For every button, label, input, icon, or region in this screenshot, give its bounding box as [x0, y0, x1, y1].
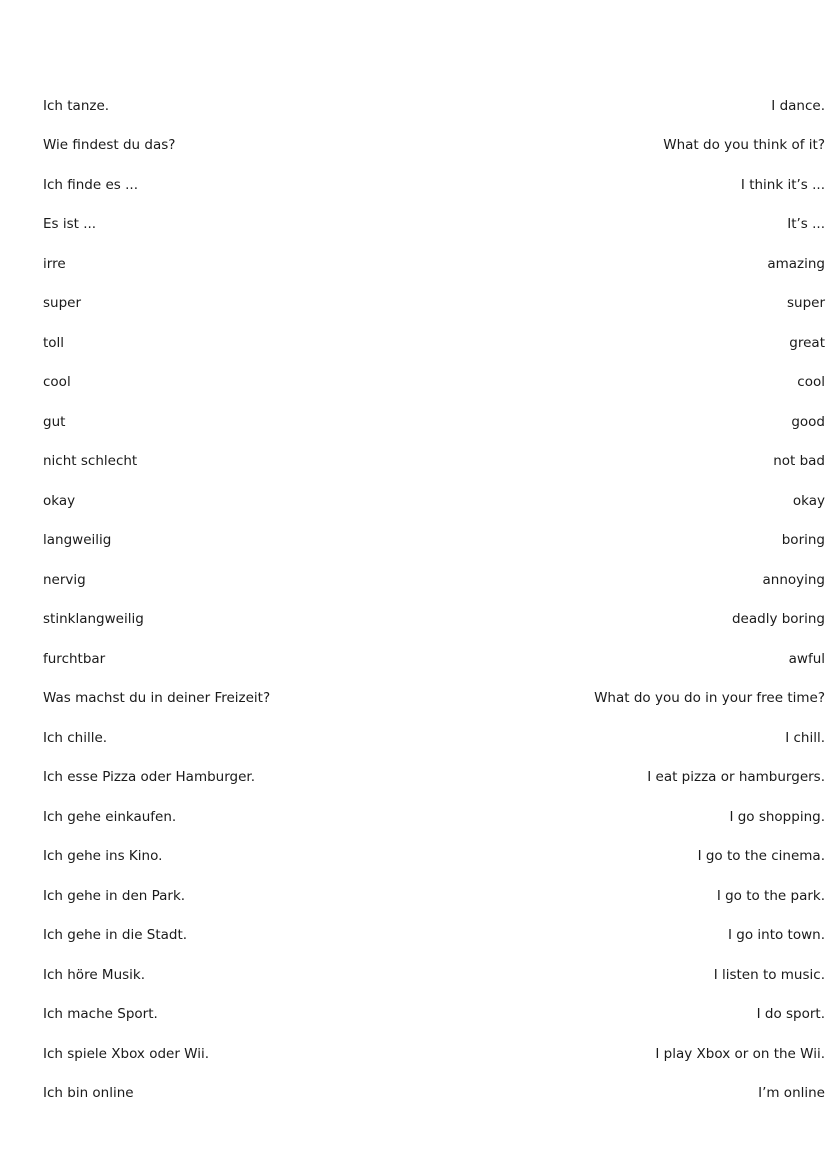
german-phrase: Ich tanze. [43, 97, 110, 114]
german-phrase: Was machst du in deiner Freizeit? [43, 690, 271, 707]
german-phrase: Ich esse Pizza oder Hamburger. [43, 769, 256, 786]
english-translation: good [791, 413, 825, 430]
vocab-row [43, 244, 825, 284]
english-translation: great [789, 334, 825, 351]
english-translation: I go to the park. [716, 887, 825, 904]
english-translation: I think it’s ... [740, 176, 825, 193]
vocab-row [43, 165, 825, 205]
vocab-row [43, 363, 825, 403]
english-translation: I go shopping. [729, 808, 825, 825]
german-phrase: furchtbar [43, 650, 106, 667]
english-translation: awful [788, 650, 825, 667]
vocab-row [43, 86, 825, 126]
english-translation: boring [781, 532, 825, 549]
german-phrase: Ich gehe in den Park. [43, 887, 186, 904]
vocab-row [43, 600, 825, 640]
vocab-row [43, 481, 825, 521]
german-phrase: langweilig [43, 532, 112, 549]
vocab-row [43, 955, 825, 995]
english-translation: amazing [767, 255, 825, 272]
vocab-row [43, 1074, 825, 1114]
german-phrase: Ich mache Sport. [43, 1006, 158, 1023]
vocab-row [43, 205, 825, 245]
vocab-row [43, 639, 825, 679]
vocab-row [43, 679, 825, 719]
english-translation: not bad [773, 453, 825, 470]
german-phrase: Ich bin online [43, 1085, 134, 1102]
english-translation: I play Xbox or on the Wii. [655, 1045, 825, 1062]
english-translation: I’m online [758, 1085, 825, 1102]
vocab-row [43, 876, 825, 916]
english-translation: What do you do in your free time? [594, 690, 825, 707]
german-phrase: super [43, 295, 82, 312]
german-phrase: Ich finde es ... [43, 176, 138, 193]
vocab-row [43, 521, 825, 561]
english-translation: What do you think of it? [663, 137, 825, 154]
vocab-row [43, 758, 825, 798]
german-phrase: Es ist ... [43, 216, 97, 233]
german-phrase: Ich gehe in die Stadt. [43, 927, 188, 944]
german-phrase: irre [43, 255, 66, 272]
german-phrase: gut [43, 413, 66, 430]
vocabulary-list [43, 86, 825, 1113]
german-phrase: toll [43, 334, 65, 351]
vocab-row [43, 442, 825, 482]
english-translation: I dance. [771, 97, 825, 114]
english-translation: I chill. [785, 729, 825, 746]
german-phrase: nicht schlecht [43, 453, 138, 470]
german-phrase: stinklangweilig [43, 611, 144, 628]
german-phrase: Ich gehe einkaufen. [43, 808, 177, 825]
german-phrase: cool [43, 374, 71, 391]
vocab-row [43, 837, 825, 877]
english-translation: I go into town. [728, 927, 825, 944]
english-translation: I listen to music. [713, 966, 825, 983]
vocab-row [43, 323, 825, 363]
english-translation: I go to the cinema. [697, 848, 825, 865]
english-translation: deadly boring [731, 611, 825, 628]
vocab-row [43, 797, 825, 837]
english-translation: cool [797, 374, 825, 391]
german-phrase: Wie findest du das? [43, 137, 176, 154]
german-phrase: Ich chille. [43, 729, 108, 746]
english-translation: I do sport. [756, 1006, 825, 1023]
german-phrase: Ich spiele Xbox oder Wii. [43, 1045, 210, 1062]
vocab-row [43, 560, 825, 600]
vocab-row [43, 995, 825, 1035]
english-translation: I eat pizza or hamburgers. [647, 769, 825, 786]
vocab-row [43, 916, 825, 956]
english-translation: annoying [762, 571, 825, 588]
german-phrase: nervig [43, 571, 86, 588]
vocab-row [43, 126, 825, 166]
vocab-row [43, 402, 825, 442]
english-translation: It’s ... [787, 216, 825, 233]
vocab-row [43, 1034, 825, 1074]
english-translation: super [786, 295, 825, 312]
german-phrase: Ich gehe ins Kino. [43, 848, 163, 865]
german-phrase: okay [43, 492, 76, 509]
english-translation: okay [792, 492, 825, 509]
german-phrase: Ich höre Musik. [43, 966, 146, 983]
vocab-row [43, 284, 825, 324]
vocab-row [43, 718, 825, 758]
